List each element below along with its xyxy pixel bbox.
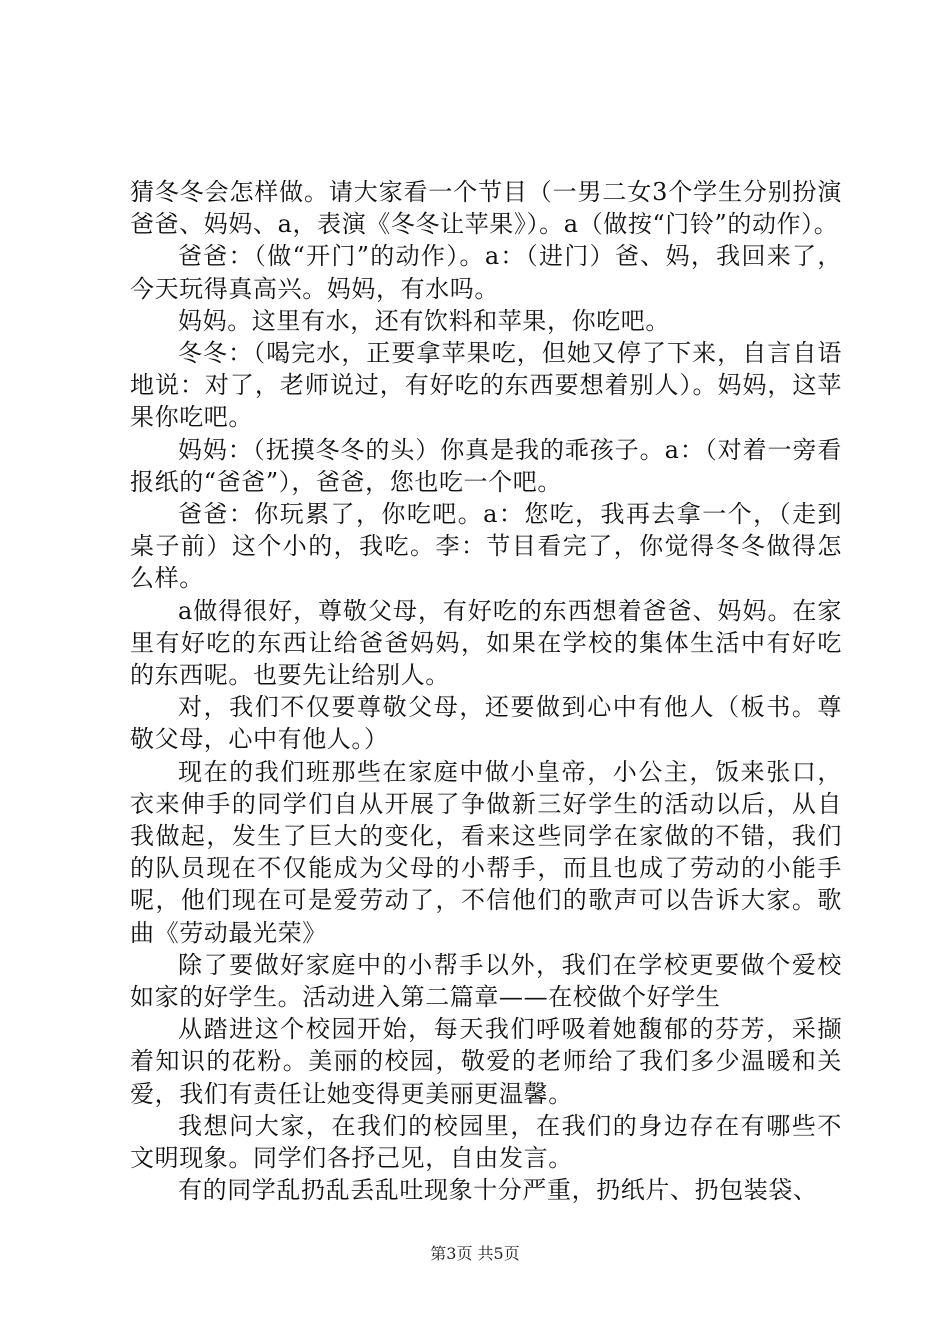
paragraph: 我想问大家，在我们的校园里，在我们的身边存在有哪些不文明现象。同学们各抒己见，自由发言。 (130, 1111, 842, 1173)
paragraph: 妈妈。这里有水，还有饮料和苹果，你吃吧。 (178, 306, 670, 335)
paragraph: 现在的我们班那些在家庭中做小皇帝，小公主，饭来张口，衣来伸手的同学们自从开展了争做新三好学生的活动以后，从自我做起，发生了巨大的变化，看来这些同学在家做的不错，我们的队员现在不仅能成为父母的小帮手，而且也成了劳动的小能手呢，他们现在可是爱劳动了，不信他们的歌声可以告诉大家。歌曲《劳动最光荣》 (130, 757, 842, 947)
paragraph: 冬冬：（喝完水，正要拿苹果吃，但她又停了下来，自言自语地说：对了，老师说过，有好吃的东西要想着别人）。妈妈，这苹果你吃吧。 (130, 339, 842, 432)
document-body (130, 176, 842, 1207)
paragraph: 爸爸：你玩累了，你吃吧。a：您吃，我再去拿一个，（走到桌子前）这个小的，我吃。李：节目看完了，你觉得冬冬做得怎么样。 (130, 500, 842, 593)
paragraph: 对，我们不仅要尊敬父母，还要做到心中有他人（板书。尊敬父母，心中有他人。） (130, 693, 842, 754)
paragraph: 有的同学乱扔乱丢乱吐现象十分严重，扔纸片、扔包装袋、 (178, 1176, 818, 1205)
paragraph: a做得很好，尊敬父母，有好吃的东西想着爸爸、妈妈。在家里有好吃的东西让给爸爸妈妈，如果在学校的集体生活中有好吃的东西呢。也要先让给别人。 (130, 596, 842, 690)
paragraph: 从踏进这个校园开始，每天我们呼吸着她馥郁的芬芳，采撷着知识的花粉。美丽的校园，敬爱的老师给了我们多少温暖和关爱，我们有责任让她变得更美丽更温馨。 (130, 1015, 842, 1108)
paragraph: 妈妈：（抚摸冬冬的头）你真是我的乖孩子。a：（对着一旁看报纸的“爸爸”），爸爸，您也吃一个吧。 (130, 435, 842, 496)
paragraph: 除了要做好家庭中的小帮手以外，我们在学校更要做个爱校如家的好学生。活动进入第二篇章——在校做个好学生 (130, 950, 842, 1012)
paragraph: 猜冬冬会怎样做。请大家看一个节目（一男二女3个学生分别扮演爸爸、妈妈、a，表演《冬冬让苹果》）。a（做按“门铃”的动作）。 (130, 178, 842, 239)
paragraph: 爸爸：（做“开门”的动作）。a：（进门）爸、妈，我回来了，今天玩得真高兴。妈妈，有水吗。 (130, 242, 842, 303)
page-number-footer: 第3页 共5页 (430, 1244, 520, 1263)
